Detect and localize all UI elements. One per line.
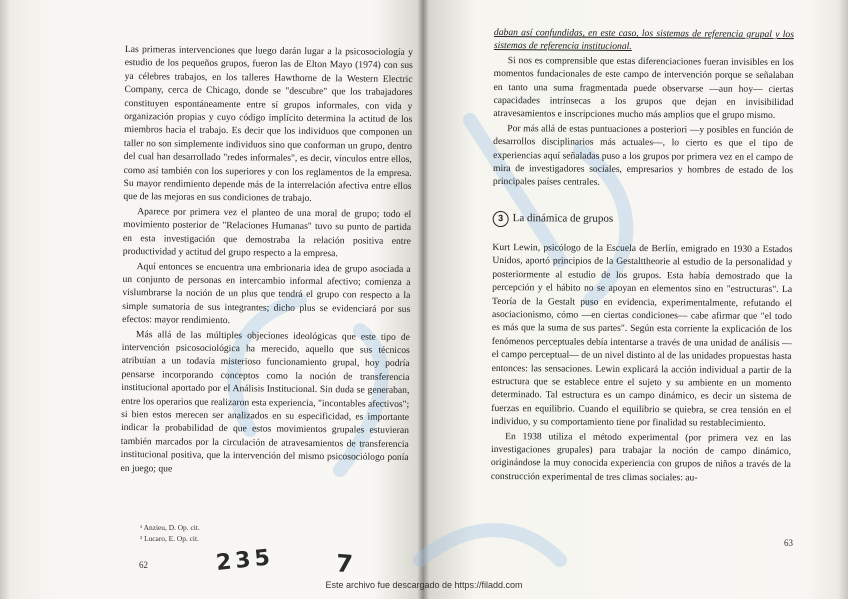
left-paragraph-2: Aparece por primera vez el planteo de una moral de grupo; todo el movimiento posterior de "Relaciones Humanas" tuvo su punto de partida en esta investigación que demostraba la relación positiva entre productividad y actitud del grupo respecto a la empresa. [122,206,412,260]
left-page-text [120,43,413,479]
left-page-number: 62 [139,560,148,570]
left-paragraph-1: Las primeras intervenciones que luego darán lugar a la psicosociología y estudio de los pequeños grupos, fueron las de Elton Mayo (1974) con sus ya célebres trabajos, en los talleres Hawthorne de la Western Electric Company, cerca de Chicago, donde se "descubre" que los trabajadores constituyen espontáneamente entre sí grupos informales, con vida y organización propias y cuyo código implícito determina la actitud de los miembros hacia el trabajo. Es decir que los individuos que componen un taller no son simplemente individuos sino que conforman un grupo, dentro del cual han desarrollado "redes informales", es decir, vínculos entre ellos, como así también con los superiores y con los reglamentos de la empresa. Su mayor rendimiento depende más de la interrelación afectiva entre ellos que de las mejoras en sus condiciones de trabajo. [123,43,413,205]
section-title: La dinámica de grupos [512,212,614,226]
right-paragraph-5: En 1938 utiliza el método experimental (por primera vez en las investigaciones grupales) para trabajar la noción de campo dinámico, originándose la muy conocida experiencia con grupos de niños a través de la construcción experimental de tres climas sociales: au- [490,430,792,484]
section-heading [493,211,793,229]
right-paragraph-3: Por más allá de estas puntuaciones a posteriori —y posibles en función de desarrollos disciplinarios más actuales—, lo cierto es que el tipo de experiencias aquí señaladas puso a los grupos por primera vez en el campo de mira de investigadores sociales, empresarios y hombres de estado de los principales países centrales. [492,122,794,189]
handwritten-number-a: 235 [214,545,276,576]
right-page [424,0,848,599]
right-page-text [491,26,794,486]
footnote-1: ¹ Anzieu, D. Op. cit. [140,523,200,532]
left-paragraph-3: Aquí entonces se encuentra una embrionaria idea de grupo asociada a un conjunto de personas en intercambio informal afectivo; comienza a vislumbrarse la noción de un plus que tendrá el grupo con respecto a la simple sumatoria de sus integrantes; dicho plus se evidenciará por sus efectos: mayor rendimiento. [122,260,411,327]
right-page-number: 63 [784,538,793,548]
right-paragraph-4: Kurt Lewin, psicólogo de la Escuela de Berlín, emigrado en 1930 a Estados Unidos, aportó principios de la Gestalttheorie al estudio de la personalidad y posteriormente al estudio de los grupos. Esta había demostrado que la percepción y el hábito no se apoyan en elementos sino en "estructuras". La Teoría de la Gestalt puso en evidencia, experimentalmente, refutando el asociacionismo, cómo —en ciertas condiciones— cabe afirmar que "el todo es más que la suma de sus partes". Según esta corriente la explicación de los fenómenos perceptuales debía intentarse a través de una unidad de análisis —el campo perceptual— de un nivel distinto al de las unidades propuestas hasta entonces: las sensaciones. Lewin explicará la acción individual a partir de la estructura que se establece entre el sujeto y su ambiente en un momento determinado. Tal estructura es un campo dinámico, es decir un sistema de fuerzas en equilibrio. Cuando el equilibrio se quiebra, se crea tensión en el individuo, y su comportamiento tiene por finalidad su restablecimiento. [491,241,793,430]
handwritten-number-b: 7 [335,549,358,579]
footnote-2: ² Lucaro, E. Op. cit. [140,534,199,543]
section-number-circle: 3 [493,211,509,227]
right-paragraph-2: Si nos es comprensible que estas diferenciaciones fueran invisibles en los momentos fundacionales de este campo de intervención porque se señalaban en tanto una suma fragmentada puede observarse —aun hoy— ciertas capacidades intrínsecas a los grupos que dejan en invisibilidad atravesamientos e inscripciones mucho más amplios que el grupo mismo. [493,54,794,122]
right-paragraph-1: daban así confundidas, en este caso, los sistemas de referencia grupal y los sistemas de referencia institucional. [493,26,794,53]
download-note: Este archivo fue descargado de https://filadd.com [325,580,523,590]
footnotes [140,522,340,544]
left-paragraph-4: Más allá de las múltiples objeciones ideológicas que este tipo de intervención psicosociológica ha merecido, aquello que sus técnicos atribuían a un todavía misterioso funcionamiento grupal, hoy podría pensarse incorporando conceptos como la noción de transferencia institucional aportado por el Análisis Institucional. Sin duda se generaban, entre los operarios que realizaron esta experiencia, "incontables afectivos"; si bien estos merecen ser analizados en su especificidad, es importante indicar la probabilidad de que estos movimientos grupales estuvieran también marcados por la circulación de atravesamientos de transferencia institucional positiva, que la intervención del mismo psicosociólogo ponía en juego; que [120,328,410,475]
